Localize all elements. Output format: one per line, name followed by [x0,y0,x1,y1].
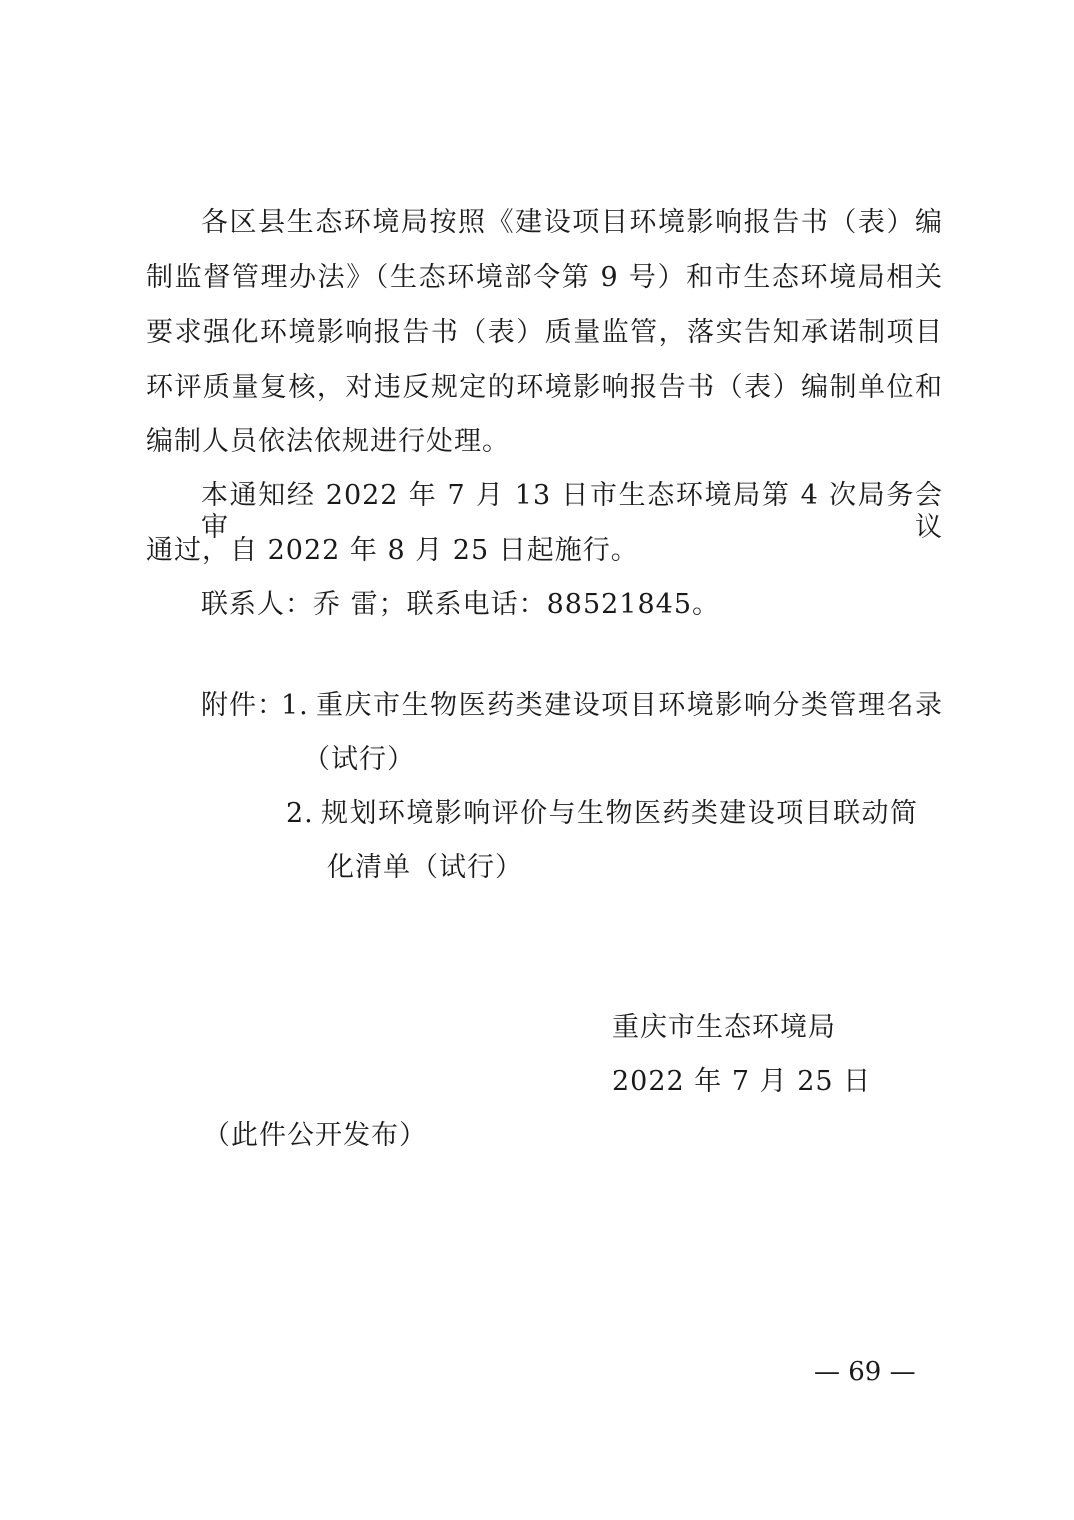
attachments-label: 附件： [201,690,285,721]
attachment-2-number: 2. [286,798,314,829]
issue-date: 2022 年 7 月 25 日 [612,1066,872,1097]
paragraph-1-line-5: 编制人员依法依规进行处理。 [146,426,510,457]
attachment-2-title-line-2: 化清单（试行） [327,852,523,883]
attachment-1-title-line-1: 重庆市生物医药类建设项目环境影响分类管理名录 [316,690,943,721]
paragraph-1-line-2: 制监督管理办法》（生态环境部令第 9 号）和市生态环境局相关 [146,262,943,293]
paragraph-1-line-1: 各区县生态环境局按照《建设项目环境影响报告书（表）编 [201,207,943,238]
paragraph-2-line-2: 通过，自 2022 年 8 月 25 日起施行。 [146,535,639,566]
paragraph-1-line-4: 环评质量复核，对违反规定的环境影响报告书（表）编制单位和 [146,372,943,403]
attachment-2-title-line-1: 规划环境影响评价与生物医药类建设项目联动简 [321,798,918,829]
contact-line: 联系人：乔 雷；联系电话：88521845。 [201,589,721,620]
attachment-1-title-line-2: （试行） [303,744,415,775]
paragraph-2-line-1: 本通知经 2022 年 7 月 13 日市生态环境局第 4 次局务会审议 [201,480,943,543]
page-number: — 69 — [814,1357,916,1387]
issuer-name: 重庆市生态环境局 [612,1012,836,1043]
attachment-1-number: 1. [281,690,309,721]
paragraph-1-line-3: 要求强化环境影响报告书（表）质量监管，落实告知承诺制项目 [146,317,943,348]
disclosure-note: （此件公开发布） [203,1120,427,1151]
